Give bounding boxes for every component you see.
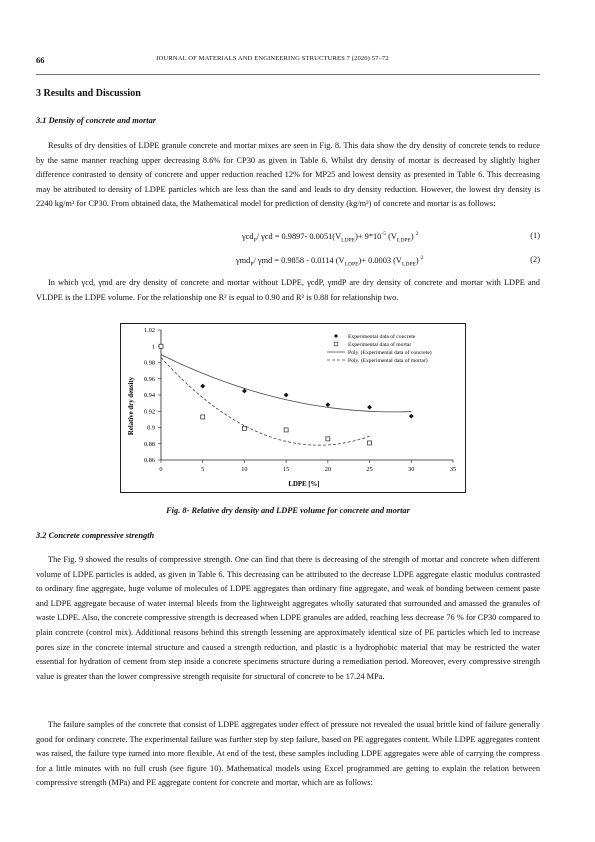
equation-1-body: γcd$_P$/ γcd = 0.9897- $0.0051(V_{LDPE})+ 9*10^{-5}$ $(V_{LDPE})$ $^2$ [242,231,419,244]
concrete-data-point [367,405,372,410]
y-tick-label: 0.92 [143,408,155,416]
concrete-data-point [325,402,330,407]
y-tick-label: 0.88 [143,440,155,448]
legend-label: Experimental data of concrete [348,334,416,340]
equation-2-number: (2) [530,255,540,264]
density-chart [121,324,465,492]
paragraph-strength-2: The failure samples of the concrete that consist of LDPE aggregates under effect of pressure not revealed the usual brittle kind of failure generally good for ordinary concrete. The experimental failure was further step by step failure, based on PE aggregates content. While LDPE aggregates content was raised, the failure type turned into more flexible. At end of the test, these samples including LDPE aggregates were able of carrying the compress for a little minutes with no full crush (see figure 10). Mathematical models using Excel programmed are getting to explain the relation between compressive strength (MPa) and PE aggregate content for concrete and mortar, which are as follows: [36,720,540,788]
legend-label: Poly. (Experimental data of concrete) [348,350,432,356]
mortar-fit-curve [161,357,370,445]
y-tick-label: 0.86 [143,457,155,464]
y-axis-label: Relative dry density [128,376,135,436]
paragraph-density: Results of dry densities of LDPE granule concrete and mortar mixes are seen in Fig. 8. This data show the dry density of concrete tends to reduce by the same manner reaching upper decreasing 8.6% for CP30 as given in Table 6. Whilst dry density of mortar is decreased by slightly higher difference contrasted to density of concrete and upper reduction reached 12% for MP25 and lowest density as presented in Table 6. This decreasing may be attributed to density of LDPE particles which are less than the sand and leads to dry density reduction. However, the lowest dry density is 2240 kg/m³ for CP30. From obtained data, the Mathematical model for prediction of density (kg/m³) of concrete and mortar is as follows: [36,141,540,209]
mortar-data-point [368,441,372,445]
x-tick-label: 15 [282,466,290,473]
journal-title: JOURNAL OF MATERIALS AND ENGINEERING STRUCTURES 7 (2020) 57–72 [156,55,389,62]
mortar-data-point [159,344,163,348]
x-tick-label: 35 [449,466,457,473]
mortar-data-point [242,426,246,430]
variables-line-1: In which γcd, γmd are dry density of concrete and mortar without LDPE, γcdP, γmdP are dry density of concrete and [48,278,458,287]
x-tick-label: 0 [159,466,163,473]
header-rule [36,74,540,75]
x-axis-label: LDPE [%] [288,481,320,488]
y-tick-label: 0.94 [143,392,155,399]
paragraph-variables [36,276,540,305]
mortar-data-point [201,415,205,419]
concrete-data-point [200,384,205,389]
equation-2 [36,255,540,267]
x-tick-label: 10 [241,466,248,473]
subsection-heading-3-1: 3.1 Density of concrete and mortar [36,116,157,125]
variables-line-2: mortar with LDPE and VLDPE is the LDPE volume. For the relationship one R² is equal to 0.90 and R² is 0.88 for relationship two. [36,278,540,302]
y-tick-label: 1.02 [143,327,155,334]
figure-8-frame [120,323,466,493]
page-number: 66 [36,55,45,65]
running-header [36,55,540,69]
paragraph-strength-1: The Fig. 9 showed the results of compressive strength. One can find that there is decreasing of the strength of mortar and concrete when different volume of LDPE particles is added, as given in Table 6. This decreasing can be attributed to the decrease LDPE aggregate elastic modulus contrasted to ordinary fine aggregate, huge volume of molecules of LDPE aggregates than ordinary fine aggregate, and weak of bonding between cement paste and LDPE aggregate because of water internal bleeds from the lightweight aggregates wholly saturated that surrounded and amassed the granules of waste LDPE. Also, the concrete compressive strength is decreased when LDPE granules are added, reaching less decrease 76 % for CP30 compared to plain concrete (control mix). Additional reasons behind this strength lessening are approximately identical size of PE particles which led to increase pores size in the concrete internal structure and caused a strength reduction, and plastic is a hydrophobic material that may be restricted the water essential for hydration of cement from step inside a concrete specimens structure during a remediation period. Moreover, every compressive strength value is greater than the lower compressive strength requisite for structural of concrete to be 17.24 MPa. [36,555,540,681]
legend-square-icon [334,342,338,346]
equation-1 [36,231,540,243]
mortar-data-point [326,437,330,441]
x-tick-label: 25 [366,466,373,473]
concrete-data-point [284,393,289,398]
x-tick-label: 30 [408,466,415,473]
concrete-data-point [409,414,414,419]
x-tick-label: 5 [201,466,205,473]
legend-label: Experimental data of mortar [348,342,412,348]
x-tick-label: 20 [324,466,332,473]
figure-caption: Fig. 8- Relative dry density and LDPE volume for concrete and mortar [166,506,410,515]
y-tick-label: 1 [151,343,155,351]
section-heading: 3 Results and Discussion [36,88,141,99]
equation-2-body: γmd$_P$/ γmd = 0.9858 - 0.0114 $(V_{LDPE})+ 0.0003$ $(V_{LDPE})$ $^2$ [236,255,424,268]
legend-label: Poly. (Experimental data of mortar) [348,358,428,364]
y-tick-label: 0.96 [143,375,155,383]
equation-1-number: (1) [530,231,540,240]
y-tick-label: 0.9 [147,424,155,432]
mortar-data-point [284,428,288,432]
y-tick-label: 0.98 [143,359,155,367]
subsection-heading-3-2: 3.2 Concrete compressive strength [36,531,155,540]
